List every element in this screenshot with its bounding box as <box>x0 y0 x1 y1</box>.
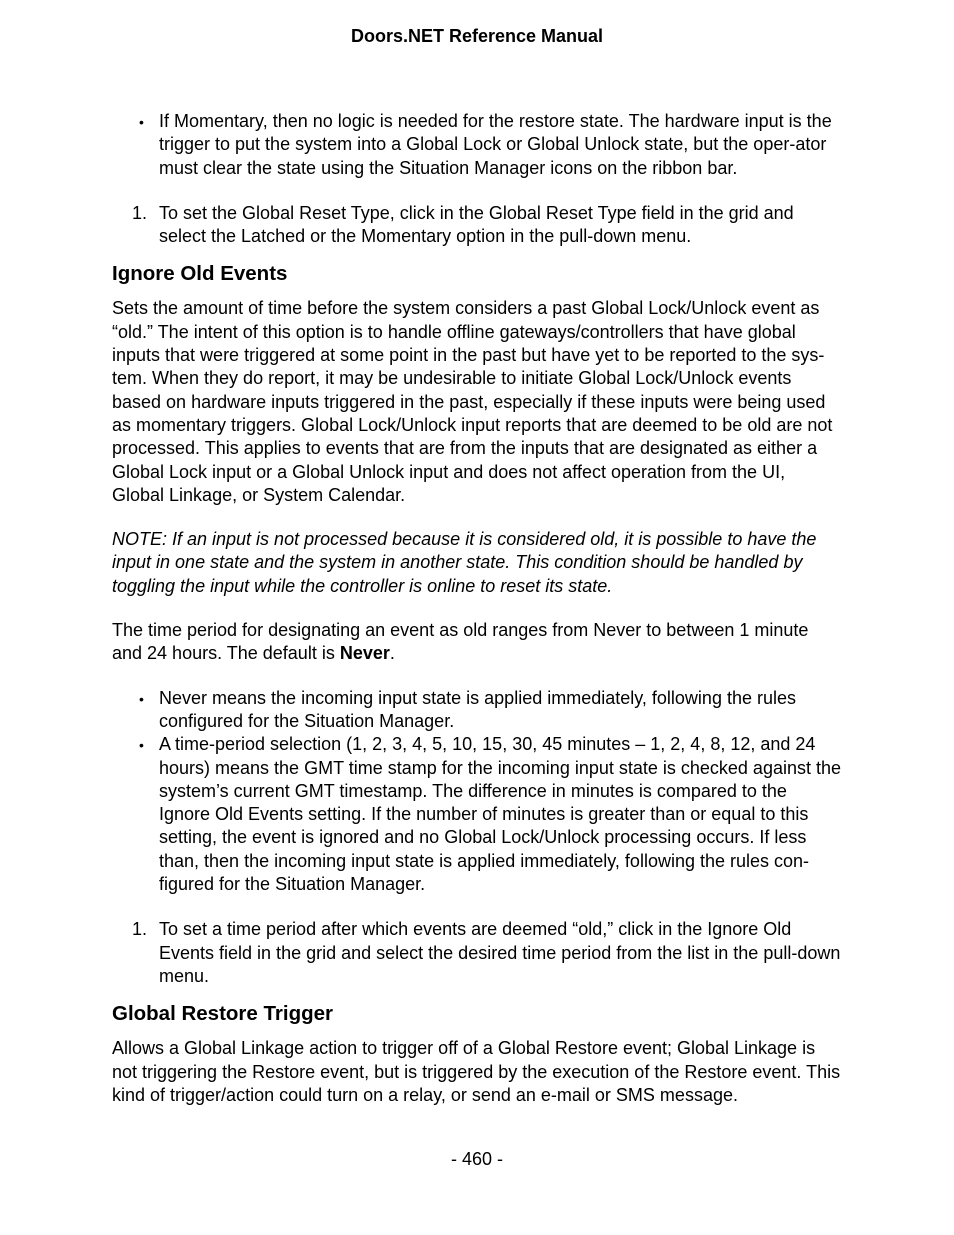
default-paragraph <box>112 619 842 666</box>
section-heading-global-restore-trigger: Global Restore Trigger <box>112 1002 333 1026</box>
step-text: To set a time period after which events are deemed “old,” click in the Ignore Old Events field in the grid and select the desired time period from the list in the pull-down menu. <box>159 919 841 986</box>
ignore-old-events-steps <box>112 918 842 988</box>
global-restore-trigger-description: Allows a Global Linkage action to trigger off of a Global Restore event; Global Linkage is not triggering the Restore event, but is triggered by the execution of the Restore event. This kind of trigger/action could turn on a relay, or send an e-mail or SMS message. <box>112 1038 841 1105</box>
section-heading-ignore-old-events: Ignore Old Events <box>112 262 288 286</box>
default-text: The time period for designating an event as old ranges from Never to between 1 minute and 24 hours. The default is <box>112 620 809 664</box>
list-item-text: A time-period selection (1, 2, 3, 4, 5, 10, 15, 30, 45 minutes – 1, 2, 4, 8, 12, and 24 hours) means the GMT time stamp for the incoming input state is checked against the system’s current GMT timestamp. The difference in minutes is compared to the Ignore Old Events setting. If the number of minutes is greater than or equal to this setting, the event is ignored and no Global Lock/Unlock processing occurs. If less than, then the incoming input state is applied immediately, following the rules con-figured for the Situation Manager. <box>159 734 841 895</box>
page-header: Doors.NET Reference Manual <box>350 26 604 46</box>
step-item <box>112 202 842 249</box>
page-content <box>112 110 842 1107</box>
default-end: . <box>389 643 395 664</box>
ignore-old-events-description: Sets the amount of time before the system considers a past Global Lock/Unlock event as “old.” The intent of this option is to handle offline gateways/controllers that have global inputs that were triggered at some point in the past but have yet to be reported to the sys-tem. When they do report, it may be undesirable to initiate Global Lock/Unlock events based on hardware inputs triggered in the past, especially if these inputs were being used as momentary triggers. Global Lock/Unlock input reports that are deemed to be old are not processed. This applies to events that are from the inputs that are designated as either a Global Lock input or a Global Unlock input and does not affect operation from the UI, Global Linkage, or System Calendar. <box>112 298 833 505</box>
list-item <box>112 733 842 896</box>
ignore-old-events-bullet-list <box>112 687 842 897</box>
list-item <box>112 687 842 734</box>
list-item-text: If Momentary, then no logic is needed for the restore state. The hardware input is the trigger to put the system into a Global Lock or Global Unlock state, but the oper-ator must clear the state using the Situation Manager icons on the ribbon bar. <box>159 111 832 178</box>
default-value: Never <box>339 643 390 664</box>
page-number: - 460 - <box>450 1149 504 1169</box>
step-item <box>112 918 842 988</box>
step-number: 1. <box>132 919 148 940</box>
list-item-text: Never means the incoming input state is applied immediately, following the rules configured for the Situation Manager. <box>159 687 796 731</box>
reset-type-steps <box>112 202 842 249</box>
list-item <box>112 110 842 180</box>
note-paragraph: NOTE: If an input is not processed because it is considered old, it is possible to have the input in one state and the system in another state. This condition should be handled by toggling the input while the controller is online to reset its state. <box>112 529 817 596</box>
step-text: To set the Global Reset Type, click in the Global Reset Type field in the grid and select the Latched or the Momentary option in the pull-down menu. <box>159 202 794 247</box>
step-number: 1. <box>132 202 148 223</box>
intro-bullet-list <box>112 110 842 180</box>
